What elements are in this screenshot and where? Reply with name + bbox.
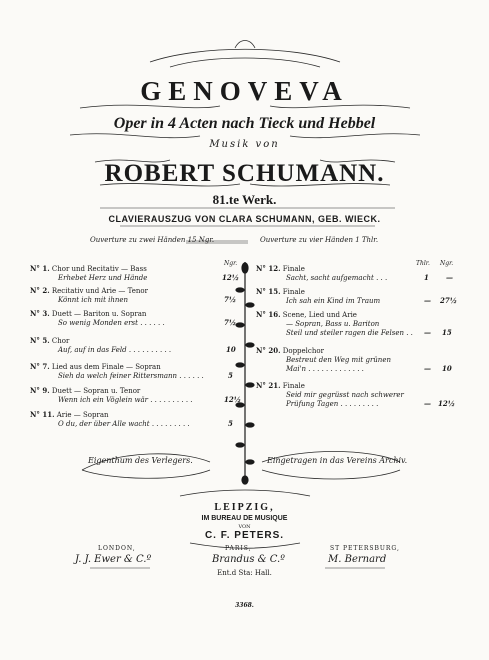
london-city: LONDON, [98,545,136,552]
price-ngr: 27½ [440,296,458,305]
publisher-bureau: IM BUREAU DE MUSIQUE [201,515,288,522]
price: 7½ [224,295,237,304]
price-thlr: — [424,399,431,408]
list-item: N° 9. Duett — Sopran u. Tenor Wenn ich ein Vöglein wär . . . . . . . . . . [30,386,193,404]
price: 7½ [224,318,237,327]
ngr-column-header: Ngr. [224,260,238,267]
price-thlr: — [424,296,431,305]
list-item: N° 3. Duett — Bariton u. Sopran So wenig Monden erst . . . . . . [30,309,165,327]
plate-number: 3368. [235,602,254,609]
list-item: N° 1. Chor und Recitativ — Bass Erhebet Herz und Hände [30,264,148,282]
entered-stationers-hall: Ent.d Sta: Hall. [217,569,272,577]
price-ngr: — [446,273,453,282]
london-publisher: J. J. Ewer & C.º [75,554,152,565]
publisher-von: VON [238,524,251,530]
opera-subtitle: Oper in 4 Acten nach Tieck und Hebbel [113,115,376,132]
price-ngr: 10 [442,364,452,373]
price-thlr: — [424,328,431,337]
price: 10 [226,345,236,354]
price-thlr: 1 [424,273,429,282]
paris-city: PARIS, [225,545,252,552]
opera-title: GENOVEVA [140,76,349,106]
price-ngr: 12½ [438,399,456,408]
list-item: N° 7. Lied aus dem Finale — Sopran Sieh da welch feiner Rittersmann . . . . . . [30,362,204,380]
ngr-column-header-right: Ngr. [440,260,454,267]
price: 5 [228,419,233,428]
thlr-column-header: Thlr. [416,260,430,267]
music-by-label: Musik von [209,139,280,150]
price: 5 [228,371,233,380]
paris-publisher: Brandus & C.º [212,554,285,565]
list-item: N° 15. Finale Ich sah ein Kind im Traum [256,287,381,305]
stpetersburg-publisher: M. Bernard [328,554,387,565]
registered-label: Eingetragen in das Vereins Archiv. [267,456,408,465]
price: 12½ [222,273,240,282]
publisher-name: C. F. PETERS. [204,530,285,541]
list-item: N° 12. Finale Sacht, sacht aufgemacht . . . [256,264,388,282]
list-item: N° 20. Doppelchor Bestreut den Weg mit grünen Mai'n . . . . . . . . . . . . . [256,346,391,373]
list-item: N° 2. Recitativ und Arie — Tenor Könnt ich mit ihnen [30,286,148,304]
overture-two-hands: Ouverture zu zwei Händen 15 Ngr. [90,236,215,244]
list-item: N° 16. Scene, Lied und Arie — Sopran, Bass u. Bariton Steil und steiler ragen die Felsen . . [256,310,413,337]
price-ngr: 15 [442,328,452,337]
list-item: N° 21. Finale Seid mir gegrüsst nach schwerer Prüfung Tagen . . . . . . . . . [256,381,404,408]
property-label: Eigenthum des Verlegers. [88,456,193,465]
overture-four-hands: Ouverture zu vier Händen 1 Thlr. [260,236,379,244]
price-thlr: — [424,364,431,373]
stpetersburg-city: ST PETERSBURG, [330,545,400,552]
price: 12½ [224,395,242,404]
arranger-line: CLAVIERAUSZUG VON CLARA SCHUMANN, GEB. WIECK. [108,214,381,224]
list-item: N° 5. Chor Auf, auf in das Feld . . . . . . . . . . [30,336,172,354]
publisher-city: LEIPZIG, [214,502,275,513]
central-vine-ornament [236,262,254,484]
composer-name: ROBERT SCHUMANN. [104,160,385,187]
list-item: N° 11. Arie — Sopran O du, der über Alle wacht . . . . . . . . . [30,410,190,428]
opus-number: 81.te Werk. [212,192,277,207]
